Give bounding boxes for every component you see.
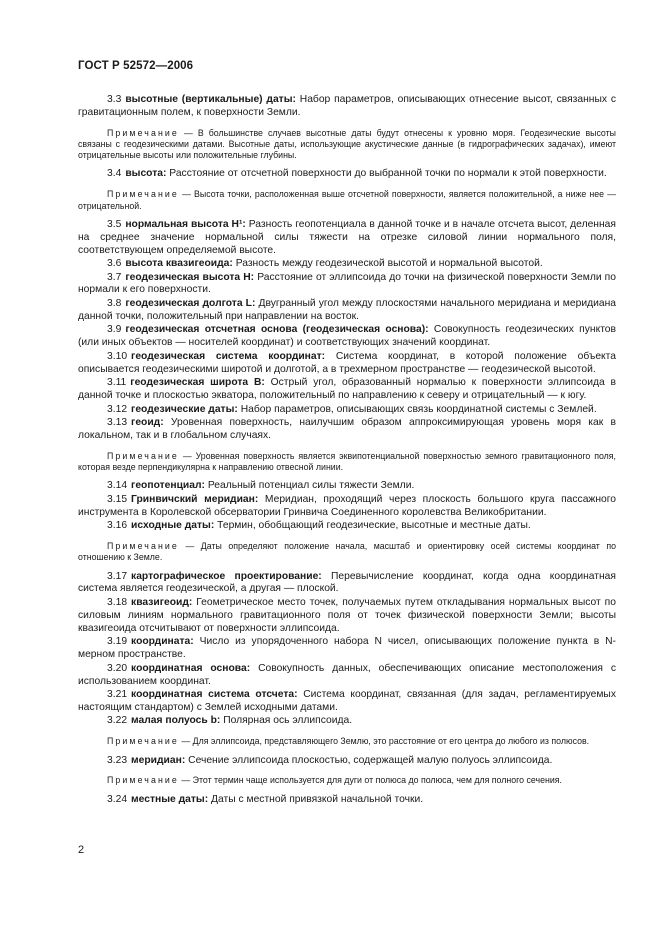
term-definition: Уровенная поверхность, наилучшим образом аппроксимирующая уровень моря как в локальном, так и в глобальном случаях. xyxy=(78,417,616,441)
term-entry xyxy=(78,689,616,715)
term-entry xyxy=(78,494,616,520)
term-entry xyxy=(78,324,616,350)
note-label: Примечание xyxy=(107,736,179,747)
term-definition: Меридиан, проходящий через плоскость большого круга пассажного инструмента в Королевской обсерватории Гринвича Соединенного королевства Великобритании. xyxy=(78,493,616,518)
term-number: 3.23 xyxy=(107,754,128,766)
term-name: координата: xyxy=(131,636,194,648)
note xyxy=(78,451,616,473)
note xyxy=(78,775,616,786)
term-number: 3.13 xyxy=(107,417,128,429)
term-entry xyxy=(78,636,616,662)
term-definition: Острый угол, образованный нормалью к поверхности эллипсоида в данной точке и плоскостью экватора, положительный по направлению к северу и отрицательный — к югу. xyxy=(78,377,616,402)
term-entry xyxy=(78,794,616,807)
term-definition: Сечение эллипсоида плоскостью, содержащей малую полуось эллипсоида. xyxy=(188,754,553,766)
note-label: Примечание xyxy=(107,450,179,461)
note-text: — Для эллипсоида, представляющего Землю, это расстояние от его центра до любого из полюсов. xyxy=(181,736,590,747)
term-entry xyxy=(78,663,616,689)
term-name: квазигеоид: xyxy=(131,596,193,608)
term-entry xyxy=(78,272,616,298)
note-text: — Уровенная поверхность является эквипотенциальной поверхностью земного гравитационного поля, которая везде перпендикулярна к направлению отвесной линии. xyxy=(78,450,616,473)
term-name: малая полуось b: xyxy=(131,715,221,727)
term-name: исходные даты: xyxy=(131,520,215,532)
term-name: геоид: xyxy=(131,417,164,429)
term-entry xyxy=(78,377,616,403)
term-name: Гринвичский меридиан: xyxy=(131,493,259,505)
term-name: геодезические даты: xyxy=(131,403,238,415)
note-text: — Высота точки, расположенная выше отсчетной поверхности, является положительной, а ниже нее — отрицательной. xyxy=(78,189,616,211)
term-name: высота квазигеоида: xyxy=(125,258,233,270)
term-definition: Перевычисление координат, когда одна координатная система является геодезической, а другая — плоской. xyxy=(78,570,616,595)
term-number: 3.7 xyxy=(107,271,122,283)
term-entry xyxy=(78,520,616,533)
term-number: 3.6 xyxy=(107,258,122,270)
term-definition: Система координат, связанная (для задач, регламентируемых настоящим стандартом) с Землей исходными датами. xyxy=(78,689,616,713)
term-number: 3.10 xyxy=(107,350,128,362)
term-entry xyxy=(78,571,616,597)
term-definition: Реальный потенциал силы тяжести Земли. xyxy=(207,480,415,492)
term-entry xyxy=(78,480,616,493)
term-number: 3.5 xyxy=(107,218,122,230)
term-name: геодезическая долгота L: xyxy=(125,297,256,309)
term-entry xyxy=(78,715,616,728)
term-name: координатная система отсчета: xyxy=(131,689,298,701)
term-number: 3.24 xyxy=(107,793,128,805)
term-number: 3.3 xyxy=(107,94,122,105)
term-definition: Двугранный угол между плоскостями начального меридиана и меридиана данной точки, положительный при направлении на восток. xyxy=(78,297,616,322)
term-entry xyxy=(78,755,616,768)
term-entry xyxy=(78,168,616,181)
term-entry xyxy=(78,94,616,120)
term-definition: Совокупность данных, обеспечивающих описание местоположения с использованием координат. xyxy=(78,662,616,687)
note-label: Примечание xyxy=(107,775,179,786)
note xyxy=(78,541,616,563)
term-name: местные даты: xyxy=(131,793,209,805)
note-text: — В большинстве случаев высотные даты будут отнесены к уровню моря. Геодезические высоты связаны с геодезическими датами. Высотные даты, использующие акустические данные (в гидрографических задачах), имеют отрицательные высоты или положительные глубины. xyxy=(78,127,616,161)
note xyxy=(78,189,616,211)
term-definition: Набор параметров, описывающих отнесение высот, связанных с гравитационным полем, к поверхности Земли. xyxy=(78,94,616,118)
term-number: 3.11 xyxy=(107,377,127,389)
term-definition: Геометрическое место точек, получаемых путем откладывания нормальных высот по силовым линиям нормального гравитационного поля от точек физической поверхности Земли; высоты квазигеоида отсчитывают от поверхности эллипсоида. xyxy=(78,596,616,634)
page-header: ГОСТ Р 52572—2006 xyxy=(78,60,194,72)
page-number: 2 xyxy=(78,844,85,856)
term-definition: Разность между геодезической высотой и нормальной высотой. xyxy=(235,258,543,270)
document-body xyxy=(78,94,616,807)
term-name: координатная основа: xyxy=(131,662,251,674)
term-definition: Совокупность геодезических пунктов (или иных объектов — носителей координат) и соответствующих значений координат. xyxy=(78,324,616,349)
term-definition: Даты с местной привязкой начальной точки. xyxy=(211,793,424,805)
term-name: высота: xyxy=(125,168,167,180)
term-name: высотные (вертикальные) даты: xyxy=(125,94,296,105)
term-definition: Расстояние от эллипсоида до точки на физической поверхности Земли по нормали к его поверхности. xyxy=(78,271,616,296)
term-number: 3.17 xyxy=(107,570,128,582)
term-name: нормальная высота H¹: xyxy=(125,218,246,230)
term-name: картографическое проектирование: xyxy=(131,570,322,582)
term-number: 3.12 xyxy=(107,403,128,415)
term-number: 3.15 xyxy=(107,493,128,505)
term-definition: Термин, обобщающий геодезические, высотные и местные даты. xyxy=(217,520,531,532)
term-entry xyxy=(78,597,616,636)
term-definition: Набор параметров, описывающих связь координатной системы с Землей. xyxy=(240,403,597,415)
note-label: Примечание xyxy=(107,189,179,200)
note xyxy=(78,128,616,162)
term-number: 3.4 xyxy=(107,168,122,180)
term-number: 3.14 xyxy=(107,480,128,492)
term-definition: Расстояние от отсчетной поверхности до выбранной точки по нормали к этой поверхности. xyxy=(169,168,607,180)
term-entry xyxy=(78,351,616,377)
note-label: Примечание xyxy=(107,127,179,138)
term-number: 3.18 xyxy=(107,596,128,608)
term-number: 3.22 xyxy=(107,715,128,727)
term-name: геодезическая высота H: xyxy=(125,271,255,283)
term-name: геопотенциал: xyxy=(131,480,205,492)
term-number: 3.19 xyxy=(107,636,128,648)
term-name: геодезическая система координат: xyxy=(131,350,326,362)
term-number: 3.9 xyxy=(107,324,122,336)
note xyxy=(78,736,616,747)
term-definition: Система координат, в которой положение объекта описывается геодезическими широтой и долготой, а в трехмерном пространстве — геодезической высотой. xyxy=(78,350,616,375)
term-number: 3.20 xyxy=(107,662,128,674)
term-entry xyxy=(78,298,616,324)
term-definition: Разность геопотенциала в данной точке и в начале отсчета высот, деленная на среднее значение нормальной силы тяжести на отрезке силовой линии нормального поля, соответствующем определяемой высоте. xyxy=(78,218,616,256)
term-entry xyxy=(78,258,616,271)
note-text: — Этот термин чаще используется для дуги от полюса до полюса, чем для полного сечения. xyxy=(181,775,562,786)
term-number: 3.21 xyxy=(107,689,128,701)
term-number: 3.16 xyxy=(107,520,128,532)
term-entry xyxy=(78,417,616,443)
term-definition: Полярная ось эллипсоида. xyxy=(223,715,353,727)
term-entry xyxy=(78,404,616,417)
term-entry xyxy=(78,219,616,258)
term-number: 3.8 xyxy=(107,297,122,309)
term-name: меридиан: xyxy=(131,754,186,766)
term-definition: Число из упорядоченного набора N чисел, описывающих положение пункта в N-мерном пространстве. xyxy=(78,636,616,661)
term-name: геодезическая широта B: xyxy=(130,377,265,389)
note-label: Примечание xyxy=(107,541,179,552)
note-text: — Даты определяют положение начала, масштаб и ориентировку осей системы координат по отношению к Земле. xyxy=(78,541,616,563)
term-name: геодезическая отсчетная основа (геодезическая основа): xyxy=(125,324,429,336)
